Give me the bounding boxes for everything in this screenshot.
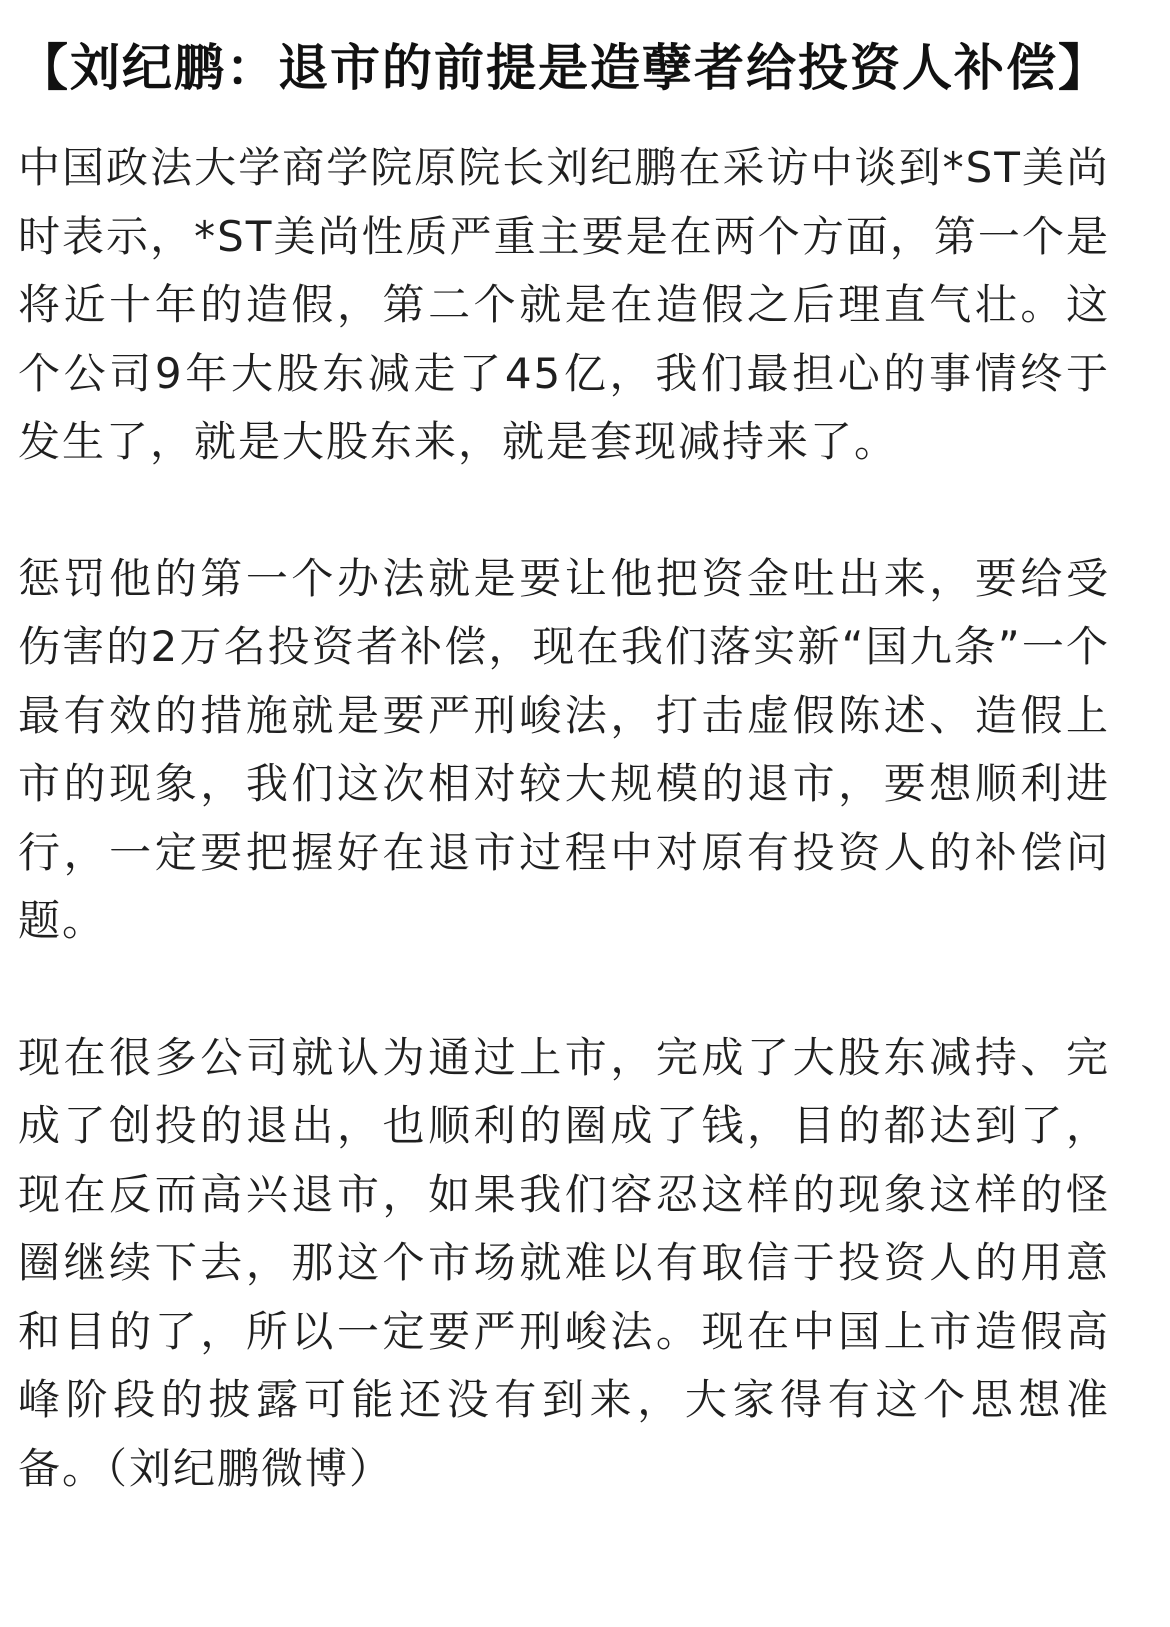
article: [18, 28, 1110, 1503]
article-headline: 【刘纪鹏：退市的前提是造孽者给投资人补偿】: [18, 39, 1110, 97]
article-paragraph-2: 惩罚他的第一个办法就是要让他把资金吐出来，要给受伤害的2万名投资者补偿，现在我们落实新“国九条”一个最有效的措施就是要严刑峻法，打击虚假陈述、造假上市的现象，我们这次相对较大规模的退市，要想顺利进行，一定要把握好在退市过程中对原有投资人的补偿问题。: [18, 553, 1110, 945]
article-paragraph-3: 现在很多公司就认为通过上市，完成了大股东减持、完成了创投的退出，也顺利的圈成了钱，目的都达到了，现在反而高兴退市，如果我们容忍这样的现象这样的怪圈继续下去，那这个市场就难以有取信于投资人的用意和目的了，所以一定要严刑峻法。现在中国上市造假高峰阶段的披露可能还没有到来，大家得有这个思想准备。（刘纪鹏微博）: [18, 1032, 1110, 1493]
article-paragraph-1: 中国政法大学商学院原院长刘纪鹏在采访中谈到*ST美尚时表示，*ST美尚性质严重主要是在两个方面，第一个是将近十年的造假，第二个就是在造假之后理直气壮。这个公司9年大股东减走了45亿，我们最担心的事情终于发生了，就是大股东来，就是套现减持来了。: [18, 143, 1110, 466]
